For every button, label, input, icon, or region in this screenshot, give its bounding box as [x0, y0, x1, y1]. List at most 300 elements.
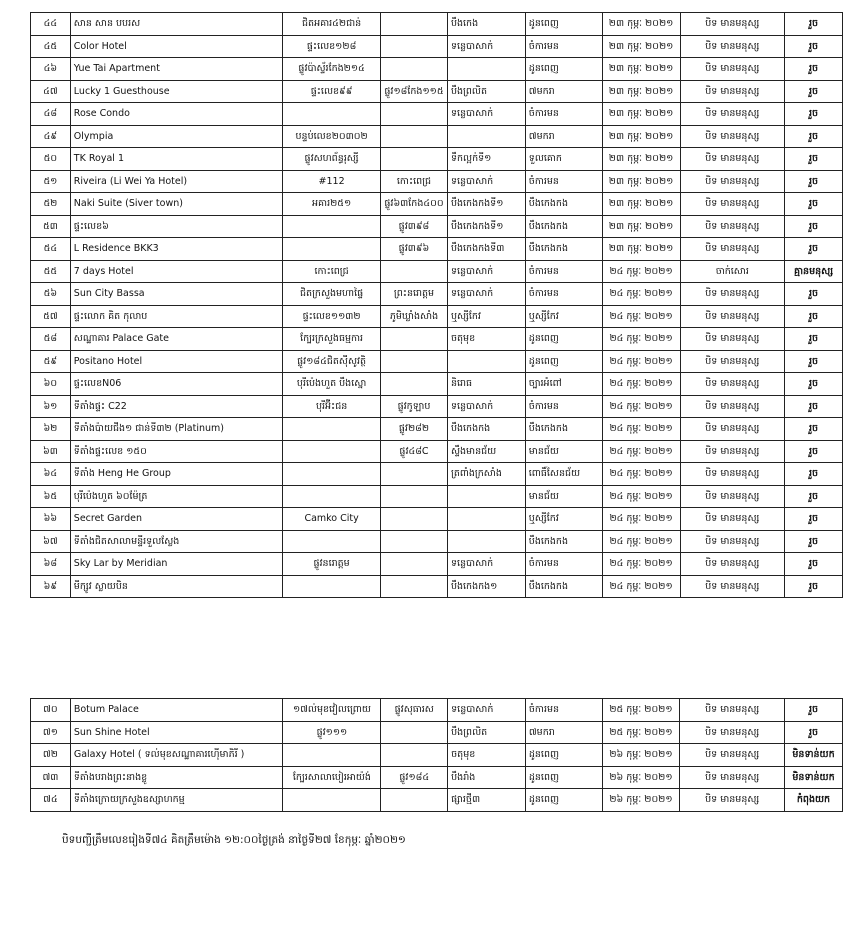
table-row	[31, 395, 843, 418]
location-cell: ផ្ទះលេខ១២៨	[283, 35, 381, 58]
district-cell: ៧មករា	[525, 125, 602, 148]
location-cell: ផ្លូវនរោត្តម	[283, 553, 381, 576]
site-name-cell: Galaxy Hotel ( ទល់មុខសណ្ឋាគារហ៊ើមាភិរី )	[70, 744, 283, 767]
location-cell	[283, 789, 381, 812]
status-cell: បិទ មានមនុស្ស	[680, 440, 785, 463]
district-cell: ចំការមន	[525, 103, 602, 126]
commune-cell: ចតុមុខ	[448, 744, 526, 767]
commune-cell: និរោធ	[447, 373, 525, 396]
status-cell: បិទ មានមនុស្ស	[680, 193, 785, 216]
status-cell: បិទ មានមនុស្ស	[680, 58, 785, 81]
result-cell: រួច	[785, 699, 843, 722]
status-cell: បិទ មានមនុស្ស	[680, 350, 785, 373]
result-cell: រួច	[785, 238, 843, 261]
street-cell: ផ្លូវ១៨៤	[381, 766, 448, 789]
street-cell	[381, 789, 448, 812]
location-cell	[283, 530, 381, 553]
table-row	[31, 260, 843, 283]
street-cell	[381, 721, 448, 744]
commune-cell: ទន្លេបាសាក់	[447, 553, 525, 576]
table-row	[31, 305, 843, 328]
table-row	[31, 283, 843, 306]
commune-cell	[447, 508, 525, 531]
district-cell: ៧មករា	[525, 80, 602, 103]
street-cell	[381, 463, 448, 486]
date-cell: ២៤ កុម្ភៈ ២០២១	[602, 373, 680, 396]
row-number-cell: ៥៤	[31, 238, 71, 261]
site-name-cell: Sun Shine Hotel	[70, 721, 283, 744]
location-cell: ជិតក្រសួងមហាផ្ទៃ	[283, 283, 381, 306]
row-number-cell: ៥៥	[31, 260, 71, 283]
site-name-cell: Lucky 1 Guesthouse	[70, 80, 282, 103]
site-name-cell: បុរីប៉េងហួត ៦០ម៉ែត្រ	[70, 485, 282, 508]
status-cell: បិទ មានមនុស្ស	[680, 103, 785, 126]
status-cell: បិទ មានមនុស្ស	[680, 463, 785, 486]
location-cell: កោះពេជ្រ	[283, 260, 381, 283]
site-name-cell: 7 days Hotel	[70, 260, 282, 283]
location-cell	[283, 744, 381, 767]
street-cell: ភូមិឃ្លាំងសាំង	[381, 305, 448, 328]
table-row	[31, 789, 843, 812]
table-row	[31, 125, 843, 148]
street-cell	[381, 103, 448, 126]
status-cell: បិទ មានមនុស្ស	[680, 35, 785, 58]
site-name-cell: ទីតាំងក្រោយក្រសួងឧស្សាហកម្ម	[70, 789, 283, 812]
date-cell: ២៤ កុម្ភៈ ២០២១	[602, 283, 680, 306]
status-cell: បិទ មានមនុស្ស	[680, 553, 785, 576]
site-name-cell: Naki Suite (Siver town)	[70, 193, 282, 216]
row-number-cell: ៤៥	[31, 35, 71, 58]
district-cell: ច្បារអំពៅ	[525, 373, 602, 396]
street-cell	[381, 328, 448, 351]
commune-cell: ឬស្សីកែវ	[447, 305, 525, 328]
street-cell: ផ្លូវ២៨២	[381, 418, 448, 441]
district-cell: ចំការមន	[525, 553, 602, 576]
site-name-cell: Sky Lar by Meridian	[70, 553, 282, 576]
result-cell: រួច	[785, 418, 843, 441]
result-cell: រួច	[785, 508, 843, 531]
location-cell: អគារ២៥១	[283, 193, 381, 216]
street-cell: ផ្លូវ៣៩៨	[381, 215, 448, 238]
commune-cell: ទន្លេបាសាក់	[447, 170, 525, 193]
result-cell: រួច	[785, 373, 843, 396]
location-cell: ផ្ទះលេខ១១៣២	[283, 305, 381, 328]
street-cell: ព្រះនរោត្តម	[381, 283, 448, 306]
district-cell: បឹងកេងកង	[525, 215, 602, 238]
site-name-cell: ផ្ទះលេខN06	[70, 373, 282, 396]
result-cell: រួច	[785, 553, 843, 576]
site-name-cell: ផ្ទះលោក គិត កុលាប	[70, 305, 282, 328]
row-number-cell: ៧២	[31, 744, 71, 767]
status-cell: បិទ មានមនុស្ស	[680, 530, 785, 553]
row-number-cell: ៥០	[31, 148, 71, 171]
status-cell: បិទ មានមនុស្ស	[680, 395, 785, 418]
street-cell	[381, 530, 448, 553]
district-cell: ដូនពេញ	[525, 766, 602, 789]
commune-cell: ទន្លេបាសាក់	[448, 699, 526, 722]
result-cell: រួច	[785, 193, 843, 216]
commune-cell	[447, 125, 525, 148]
site-name-cell: Rose Condo	[70, 103, 282, 126]
district-cell: មានជ័យ	[525, 440, 602, 463]
street-cell: ផ្លូវ៦៣កែង៤០០	[381, 193, 448, 216]
table-row	[31, 148, 843, 171]
table-row	[31, 744, 843, 767]
row-number-cell: ៧០	[31, 699, 71, 722]
table-row	[31, 418, 843, 441]
site-name-cell: Sun City Bassa	[70, 283, 282, 306]
district-cell: ចំការមន	[525, 699, 602, 722]
result-cell: រួច	[785, 440, 843, 463]
date-cell: ២៣ កុម្ភៈ ២០២១	[602, 215, 680, 238]
site-name-cell: Color Hotel	[70, 35, 282, 58]
location-cell: ១៧ល់មុខវៀលព្រោយ	[283, 699, 381, 722]
date-cell: ២៤ កុម្ភៈ ២០២១	[602, 530, 680, 553]
row-number-cell: ៧៤	[31, 789, 71, 812]
site-name-cell: ទីតាំង Heng He Group	[70, 463, 282, 486]
site-name-cell: Secret Garden	[70, 508, 282, 531]
status-cell: បិទ មានមនុស្ស	[680, 305, 785, 328]
location-cell	[283, 215, 381, 238]
date-cell: ២៤ កុម្ភៈ ២០២១	[602, 508, 680, 531]
status-cell: បិទ មានមនុស្ស	[680, 283, 785, 306]
location-cell: ជិតអគារ៤២ជាន់	[283, 13, 381, 36]
commune-cell: ផ្សារថ្មី៣	[448, 789, 526, 812]
street-cell: ផ្លូវកូឡាប	[381, 395, 448, 418]
result-cell: រួច	[785, 395, 843, 418]
row-number-cell: ៥៣	[31, 215, 71, 238]
street-cell	[381, 58, 448, 81]
commune-cell	[447, 58, 525, 81]
district-cell: ដូនពេញ	[525, 744, 602, 767]
commune-cell: បឹងកេងកងទី៣	[447, 238, 525, 261]
district-cell: ដូនពេញ	[525, 58, 602, 81]
row-number-cell: ៦១	[31, 395, 71, 418]
street-cell	[381, 350, 448, 373]
status-cell: បិទ មានមនុស្ស	[680, 575, 785, 598]
site-name-cell: ទីតាំងផ្ទះលេខ ១៥០	[70, 440, 282, 463]
date-cell: ២៦ កុម្ភៈ ២០២១	[602, 744, 680, 767]
location-cell: Camko City	[283, 508, 381, 531]
row-number-cell: ៥៧	[31, 305, 71, 328]
date-cell: ២៤ កុម្ភៈ ២០២១	[602, 440, 680, 463]
table-row	[31, 530, 843, 553]
table-row	[31, 721, 843, 744]
location-cell: បុរីប៉េងហួត បឹងស្នោ	[283, 373, 381, 396]
result-cell: រួច	[785, 283, 843, 306]
status-cell: បិទ មានមនុស្ស	[680, 215, 785, 238]
result-cell: រួច	[785, 328, 843, 351]
commune-cell: ទឹកល្អក់ទី១	[447, 148, 525, 171]
district-cell: ពោធិ៍សែនជ័យ	[525, 463, 602, 486]
commune-cell: បឹងកេងកងទី១	[447, 215, 525, 238]
district-cell: ដូនពេញ	[525, 789, 602, 812]
row-number-cell: ៤៤	[31, 13, 71, 36]
location-cell: #112	[283, 170, 381, 193]
row-number-cell: ៦៥	[31, 485, 71, 508]
district-cell: ចំការមន	[525, 170, 602, 193]
row-number-cell: ៤៧	[31, 80, 71, 103]
date-cell: ២៤ កុម្ភៈ ២០២១	[602, 260, 680, 283]
date-cell: ២៤ កុម្ភៈ ២០២១	[602, 395, 680, 418]
street-cell	[381, 373, 448, 396]
street-cell	[381, 553, 448, 576]
row-number-cell: ៦៦	[31, 508, 71, 531]
commune-cell: បឹងកេងកងទី១	[447, 193, 525, 216]
location-cell	[283, 103, 381, 126]
result-cell: រួច	[785, 80, 843, 103]
result-cell: គ្មានមនុស្ស	[785, 260, 843, 283]
table-row	[31, 80, 843, 103]
commune-cell: បឹងរាំង	[448, 766, 526, 789]
result-cell: រួច	[785, 170, 843, 193]
sites-table-2	[30, 698, 843, 812]
table-row	[31, 238, 843, 261]
site-name-cell: ផ្ទះលេខ៦	[70, 215, 282, 238]
row-number-cell: ៦២	[31, 418, 71, 441]
status-cell: បិទ មានមនុស្ស	[680, 789, 785, 812]
row-number-cell: ៥៦	[31, 283, 71, 306]
site-name-cell: Riveira (Li Wei Ya Hotel)	[70, 170, 282, 193]
district-cell: បឹងកេងកង	[525, 193, 602, 216]
row-number-cell: ៧៣	[31, 766, 71, 789]
location-cell: ក្បែរសាលាបៀរអាយ៉ង់	[283, 766, 381, 789]
result-cell: រួច	[785, 58, 843, 81]
date-cell: ២៤ កុម្ភៈ ២០២១	[602, 305, 680, 328]
date-cell: ២៣ កុម្ភៈ ២០២១	[602, 35, 680, 58]
location-cell: ផ្លូវ១១១	[283, 721, 381, 744]
table-row	[31, 35, 843, 58]
row-number-cell: ៤៨	[31, 103, 71, 126]
row-number-cell: ៦៣	[31, 440, 71, 463]
commune-cell	[447, 350, 525, 373]
district-cell: ឬស្សីកែវ	[525, 508, 602, 531]
row-number-cell: ៥៨	[31, 328, 71, 351]
district-cell: ចំការមន	[525, 260, 602, 283]
commune-cell	[447, 530, 525, 553]
row-number-cell: ៤៩	[31, 125, 71, 148]
site-name-cell: សាន សាន បបរស	[70, 13, 282, 36]
result-cell: រួច	[785, 148, 843, 171]
district-cell: ទួលគោក	[525, 148, 602, 171]
site-name-cell: Olympia	[70, 125, 282, 148]
table-row	[31, 350, 843, 373]
date-cell: ២៦ កុម្ភៈ ២០២១	[602, 789, 680, 812]
district-cell: ៧មករា	[525, 721, 602, 744]
district-cell: ដូនពេញ	[525, 13, 602, 36]
result-cell: រួច	[785, 485, 843, 508]
status-cell: បិទ មានមនុស្ស	[680, 148, 785, 171]
table-row	[31, 170, 843, 193]
table-row	[31, 463, 843, 486]
result-cell: រួច	[785, 721, 843, 744]
commune-cell: ចតុមុខ	[447, 328, 525, 351]
row-number-cell: ៦៤	[31, 463, 71, 486]
date-cell: ២៣ កុម្ភៈ ២០២១	[602, 125, 680, 148]
table-row	[31, 215, 843, 238]
date-cell: ២៥ កុម្ភៈ ២០២១	[602, 721, 680, 744]
row-number-cell: ៧១	[31, 721, 71, 744]
date-cell: ២៤ កុម្ភៈ ២០២១	[602, 575, 680, 598]
commune-cell: ត្រពាំងក្រសាំង	[447, 463, 525, 486]
commune-cell: បឹងព្រលិត	[447, 80, 525, 103]
site-name-cell: ទីតាំងបរាងព្រះនាងខ្លូ	[70, 766, 283, 789]
commune-cell	[447, 485, 525, 508]
result-cell: រួច	[785, 463, 843, 486]
status-cell: បិទ មានមនុស្ស	[680, 485, 785, 508]
site-name-cell: Botum Palace	[70, 699, 283, 722]
result-cell: រួច	[785, 575, 843, 598]
row-number-cell: ៦៧	[31, 530, 71, 553]
table-row	[31, 193, 843, 216]
street-cell	[381, 744, 448, 767]
location-cell	[283, 238, 381, 261]
row-number-cell: ៦០	[31, 373, 71, 396]
location-cell: ផ្លូវសហព័ន្ធរុស្សី	[283, 148, 381, 171]
result-cell: រួច	[785, 125, 843, 148]
status-cell: បិទ មានមនុស្ស	[680, 238, 785, 261]
site-name-cell: Positano Hotel	[70, 350, 282, 373]
date-cell: ២៤ កុម្ភៈ ២០២១	[602, 485, 680, 508]
status-cell: បិទ មានមនុស្ស	[680, 373, 785, 396]
date-cell: ២៤ កុម្ភៈ ២០២១	[602, 328, 680, 351]
table-row	[31, 485, 843, 508]
date-cell: ២៣ កុម្ភៈ ២០២១	[602, 193, 680, 216]
date-cell: ២៣ កុម្ភៈ ២០២១	[602, 148, 680, 171]
status-cell: បិទ មានមនុស្ស	[680, 328, 785, 351]
date-cell: ២៣ កុម្ភៈ ២០២១	[602, 58, 680, 81]
result-cell: កំពុងយក	[785, 789, 843, 812]
date-cell: ២៣ កុម្ភៈ ២០២១	[602, 13, 680, 36]
location-cell	[283, 418, 381, 441]
status-cell: ចាក់សោរ	[680, 260, 785, 283]
commune-cell: ស្ទឹងមានជ័យ	[447, 440, 525, 463]
street-cell	[381, 485, 448, 508]
commune-cell: ទន្លេបាសាក់	[447, 395, 525, 418]
row-number-cell: ៥៩	[31, 350, 71, 373]
district-cell: ឬស្សីកែវ	[525, 305, 602, 328]
table-row	[31, 58, 843, 81]
table-row	[31, 699, 843, 722]
district-cell: បឹងកេងកង	[525, 530, 602, 553]
street-cell: កោះពេជ្រ	[381, 170, 448, 193]
date-cell: ២៤ កុម្ភៈ ២០២១	[602, 553, 680, 576]
result-cell: មិនទាន់យក	[785, 744, 843, 767]
table-row	[31, 508, 843, 531]
commune-cell: បឹងកេង	[447, 13, 525, 36]
date-cell: ២៦ កុម្ភៈ ២០២១	[602, 766, 680, 789]
district-cell: ចំការមន	[525, 395, 602, 418]
status-cell: បិទ មានមនុស្ស	[680, 13, 785, 36]
district-cell: បឹងកេងកង	[525, 238, 602, 261]
result-cell: រួច	[785, 215, 843, 238]
location-cell	[283, 575, 381, 598]
sites-table-1	[30, 12, 843, 598]
district-cell: ចំការមន	[525, 283, 602, 306]
status-cell: បិទ មានមនុស្ស	[680, 699, 785, 722]
row-number-cell: ៥២	[31, 193, 71, 216]
date-cell: ២៤ កុម្ភៈ ២០២១	[602, 350, 680, 373]
result-cell: រួច	[785, 13, 843, 36]
street-cell: ផ្លូវសុធារស	[381, 699, 448, 722]
district-cell: ដូនពេញ	[525, 328, 602, 351]
table-row	[31, 328, 843, 351]
site-name-cell: ទីតាំងប៉ាយជីង១ ជាន់ទី៣២ (Platinum)	[70, 418, 282, 441]
street-cell: ផ្លូវ៤៨C	[381, 440, 448, 463]
street-cell: ផ្លូវ៣៩៦	[381, 238, 448, 261]
location-cell: បន្ទប់លេខ២០៣០២	[283, 125, 381, 148]
commune-cell: បឹងព្រលិត	[448, 721, 526, 744]
date-cell: ២៥ កុម្ភៈ ២០២១	[602, 699, 680, 722]
result-cell: រួច	[785, 103, 843, 126]
district-cell: ចំការមន	[525, 35, 602, 58]
table-row	[31, 575, 843, 598]
date-cell: ២៣ កុម្ភៈ ២០២១	[602, 170, 680, 193]
location-cell: ផ្លូវ១៨៤ជិតសុីសូវត្ថិ	[283, 350, 381, 373]
location-cell	[283, 463, 381, 486]
row-number-cell: ៦៩	[31, 575, 71, 598]
street-cell	[381, 148, 448, 171]
site-name-cell: L Residence BKK3	[70, 238, 282, 261]
date-cell: ២៣ កុម្ភៈ ២០២១	[602, 238, 680, 261]
table-row	[31, 766, 843, 789]
commune-cell: ទន្លេបាសាក់	[447, 103, 525, 126]
result-cell: រួច	[785, 35, 843, 58]
commune-cell: បឹងកេងកង១	[447, 575, 525, 598]
status-cell: បិទ មានមនុស្ស	[680, 418, 785, 441]
site-name-cell: ទីតាំងជិតសាលាមន្ទីរទួលស្លែង	[70, 530, 282, 553]
location-cell	[283, 485, 381, 508]
row-number-cell: ៦៨	[31, 553, 71, 576]
street-cell	[381, 260, 448, 283]
row-number-cell: ៥១	[31, 170, 71, 193]
result-cell: មិនទាន់យក	[785, 766, 843, 789]
table-row	[31, 440, 843, 463]
table-row	[31, 373, 843, 396]
commune-cell: បឹងកេងកង	[447, 418, 525, 441]
district-cell: បឹងកេងកង	[525, 575, 602, 598]
status-cell: បិទ មានមនុស្ស	[680, 766, 785, 789]
commune-cell: ទន្លេបាសាក់	[447, 35, 525, 58]
street-cell	[381, 35, 448, 58]
closing-note: បិទបញ្ជីត្រឹមលេខរៀងទី៧៤ គិតត្រឹមម៉ោង ១២:០០ថ្ងៃត្រង់ នាថ្ងៃទី២៧ ខែកុម្ភៈ ឆ្នាំ២០២១	[62, 834, 406, 846]
location-cell	[283, 440, 381, 463]
site-name-cell: មីក្សូវ ស្លាយបិន	[70, 575, 282, 598]
commune-cell: ទន្លេបាសាក់	[447, 260, 525, 283]
street-cell	[381, 125, 448, 148]
status-cell: បិទ មានមនុស្ស	[680, 721, 785, 744]
status-cell: បិទ មានមនុស្ស	[680, 508, 785, 531]
street-cell	[381, 13, 448, 36]
date-cell: ២៣ កុម្ភៈ ២០២១	[602, 103, 680, 126]
location-cell: ផ្លូវប៉ាស្ទ័រកែង២១៤	[283, 58, 381, 81]
location-cell: ផ្ទះលេខ៩៩	[283, 80, 381, 103]
district-cell: ដូនពេញ	[525, 350, 602, 373]
date-cell: ២៤ កុម្ភៈ ២០២១	[602, 463, 680, 486]
location-cell: បុរីអ៊ីះជន	[283, 395, 381, 418]
location-cell: ក្បែរក្រសួងធម្មការ	[283, 328, 381, 351]
site-name-cell: ទីតាំងផ្ទះ C22	[70, 395, 282, 418]
date-cell: ២៤ កុម្ភៈ ២០២១	[602, 418, 680, 441]
date-cell: ២៣ កុម្ភៈ ២០២១	[602, 80, 680, 103]
street-cell: ផ្លូវ១៨កែង១១៥	[381, 80, 448, 103]
street-cell	[381, 575, 448, 598]
table-row	[31, 13, 843, 36]
district-cell: មានជ័យ	[525, 485, 602, 508]
status-cell: បិទ មានមនុស្ស	[680, 125, 785, 148]
result-cell: រួច	[785, 350, 843, 373]
site-name-cell: សណ្ឋាគារ Palace Gate	[70, 328, 282, 351]
